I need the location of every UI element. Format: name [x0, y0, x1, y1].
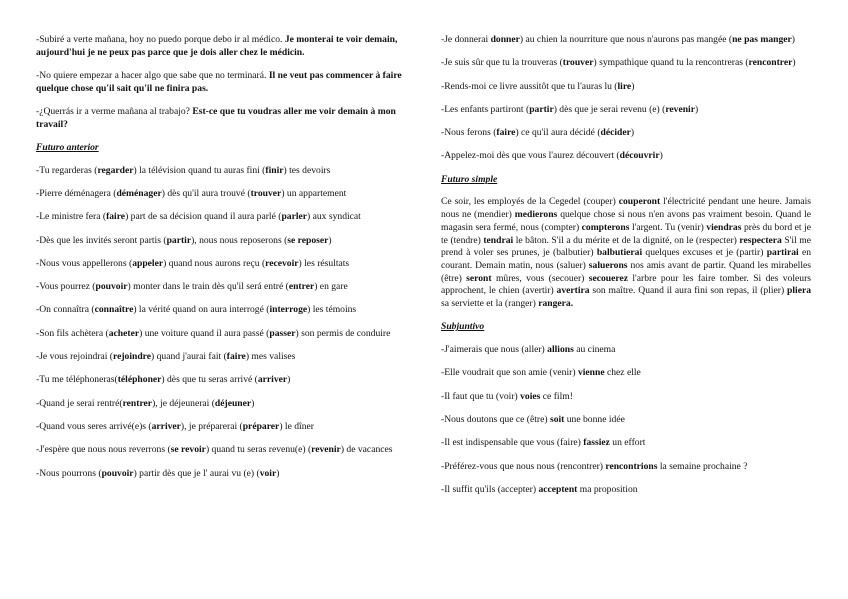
- answer-text: rangera.: [538, 298, 574, 310]
- prompt-text: ) une voiture quand il aura passé (: [139, 327, 270, 339]
- prompt-text: ), je préparerai (: [180, 420, 243, 432]
- exercise-item: [441, 484, 811, 497]
- exercise-item: [36, 304, 408, 317]
- exercise-item: [36, 468, 408, 481]
- answer-text: passer: [269, 327, 296, 339]
- answer-text: acceptent: [538, 483, 578, 495]
- prompt-text: ) quand j'aurai fait (: [151, 351, 227, 363]
- prompt-text: ) au chien la nourriture que nous n'aurons pas mangée (: [519, 34, 733, 45]
- answer-text: parler: [281, 211, 308, 223]
- prompt-text: le bâton. S'il a du mérite et de la dignité, on le (respecter): [513, 234, 740, 246]
- subjuntivo-heading: Subjuntivo: [441, 321, 485, 333]
- prompt-text: mûres, vous (secouer): [491, 272, 589, 284]
- prompt-text: l'argent. Tu (venir): [629, 221, 707, 233]
- prompt-text: -Pierre déménagera (: [36, 188, 117, 199]
- answer-text: préparer: [242, 420, 280, 432]
- prompt-text: -On connaîtra (: [36, 304, 95, 316]
- answer-text: se reposer: [287, 234, 329, 246]
- prompt-text: ) quand nous aurons reçu (: [163, 257, 266, 269]
- answer-text: ne pas manger: [732, 34, 792, 45]
- answer-text: déjeuner: [214, 397, 252, 409]
- exercise-item: [441, 367, 811, 380]
- prompt-text: ) le dîner: [279, 420, 314, 432]
- exercise-item: [36, 211, 408, 224]
- prompt-text: -Les enfants partiront (: [441, 103, 530, 115]
- prompt-text: ), nous nous reposerons (: [191, 234, 288, 246]
- exercise-item: [36, 374, 408, 387]
- answer-text: viendras: [706, 221, 742, 233]
- intro-sentences: [36, 34, 408, 131]
- exercise-item: [441, 414, 811, 427]
- exercise-item: [36, 235, 408, 248]
- prompt-text: ) quand tu seras revenu(e) (: [205, 444, 312, 456]
- prompt-text: S'il me prend à voler ses prunes, je (balbutier): [441, 234, 811, 259]
- prompt-text: ) la télévision quand tu auras fini (: [133, 164, 266, 176]
- answer-text: pliera: [787, 285, 812, 297]
- exercise-item: [36, 398, 408, 411]
- prompt-text: -Subiré a verte mañana, hoy no puedo porque debo ir al médico.: [36, 34, 285, 45]
- answer-text: finir: [265, 164, 284, 176]
- exercise-item: [441, 344, 811, 357]
- answer-text: trouver: [250, 188, 282, 199]
- futuro-simple-heading: Futuro simple: [441, 173, 498, 185]
- answer-text: saluerons: [588, 260, 628, 271]
- prompt-text: -Nous ferons (: [441, 127, 497, 139]
- prompt-text: près du bord et je te (tendre): [441, 221, 811, 246]
- answer-text: partir: [166, 234, 192, 246]
- answer-text: rencontrions: [605, 460, 658, 472]
- prompt-text: ): [694, 103, 699, 115]
- answer-text: arriver: [151, 420, 181, 432]
- prompt-text: quelque chose si nous n'en avons pas vraiment besoin. Quand le magasin sera fermé, nous (compter): [441, 209, 811, 233]
- answer-text: seront: [466, 272, 492, 284]
- answer-text: pouvoir: [95, 281, 128, 293]
- exercise-item: [441, 150, 811, 163]
- prompt-text: quelques excuses et je (partir): [642, 247, 767, 259]
- prompt-text: -Tu regarderas (: [36, 164, 98, 176]
- prompt-text: -Dès que les invités seront partis (: [36, 234, 167, 246]
- intro-item: [36, 34, 408, 59]
- prompt-text: -Il suffit qu'ils (accepter): [441, 483, 539, 495]
- prompt-text: nos amis avant de partir. Quand les mirabelles (être): [441, 260, 811, 284]
- prompt-text: Ce soir, les employés de la Cegedel (couper): [441, 196, 619, 208]
- prompt-text: -Il est indispensable que vous (faire): [441, 437, 584, 449]
- prompt-text: -Je vous rejoindrai (: [36, 351, 113, 363]
- answer-text: lire: [617, 80, 632, 92]
- futuro-anterior-heading: Futuro anterior: [36, 142, 99, 153]
- prompt-text: -J'aimerais que nous (aller): [441, 344, 548, 356]
- prompt-text: -No quiere empezar a hacer algo que sabe que no terminará.: [36, 70, 269, 81]
- exercise-item: [36, 188, 408, 201]
- intro-item: [36, 70, 408, 95]
- subjuntivo-list: [441, 344, 811, 496]
- exercise-item: [36, 258, 408, 271]
- answer-text: soit: [549, 414, 565, 425]
- exercise-item: [441, 127, 811, 140]
- prompt-text: ): [659, 150, 663, 162]
- prompt-text: ) la vérité quand on aura interrogé (: [133, 304, 270, 316]
- intro-item: [36, 106, 408, 131]
- prompt-text: ), je déjeunerai (: [152, 397, 215, 409]
- prompt-text: ) dès que tu seras arrivé (: [161, 374, 258, 386]
- prompt-text: ) sympathique quand tu la rencontreras (: [593, 57, 749, 69]
- prompt-text: ) monter dans le train dès qu'il será entré (: [127, 281, 289, 293]
- answer-text: secouerez: [588, 272, 628, 284]
- prompt-text: ) tes devoirs: [283, 164, 331, 176]
- answer-text: rentrer: [122, 397, 153, 409]
- answer-text: faire: [496, 127, 516, 139]
- prompt-text: ) de vacances: [340, 444, 393, 456]
- prompt-text: -Son fils achètera (: [36, 327, 109, 339]
- prompt-text: au cinema: [573, 344, 616, 356]
- prompt-text: -Le ministre fera (: [36, 211, 107, 223]
- answer-text: medierons: [514, 209, 558, 221]
- prompt-text: ) ce qu'il aura décidé (: [515, 127, 601, 139]
- prompt-text: ): [630, 127, 635, 139]
- prompt-text: ): [328, 234, 332, 246]
- left-column: [36, 34, 408, 491]
- prompt-text: -Appelez-moi dès que vous l'aurez découvert (: [441, 150, 620, 162]
- prompt-text: -Quand vous seres arrivé(e)s (: [36, 420, 152, 432]
- answer-text: fassiez: [583, 437, 610, 449]
- answer-text: interroge: [269, 304, 308, 316]
- answer-text: décider: [600, 127, 631, 139]
- exercise-item: [36, 444, 408, 457]
- answer-text: recevoir: [265, 257, 299, 269]
- answer-text: déménager: [116, 188, 162, 199]
- answer-text: rencontrer: [748, 57, 793, 69]
- prompt-text: ) les résultats: [298, 257, 350, 269]
- prompt-text: ) dès qu'il aura trouvé (: [161, 188, 251, 199]
- answer-text: Il ne veut pas commencer à faire quelque chose qu'il sait qu'il ne finira pas.: [36, 70, 402, 94]
- answer-text: respectera: [739, 234, 782, 246]
- answer-text: revenir: [311, 444, 341, 456]
- prompt-text: ) aux syndicat: [307, 211, 361, 223]
- prompt-text: ) un appartement: [281, 188, 347, 199]
- prompt-text: ): [791, 34, 795, 45]
- prompt-text: ) part de sa décision quand il aura parlé (: [125, 211, 282, 223]
- answer-text: vienne: [577, 367, 605, 379]
- prompt-text: ): [251, 397, 255, 409]
- prompt-text: -Nous doutons que ce (être): [441, 414, 550, 425]
- answer-text: avertira: [556, 285, 590, 297]
- prompt-text: -Il faut que tu (voir): [441, 390, 521, 402]
- prompt-text: -Tu me téléphoneras(: [36, 374, 118, 386]
- prompt-text: -Vous pourrez (: [36, 281, 96, 293]
- exercise-item: [441, 437, 811, 450]
- prompt-text: ) dès que je serai revenu (e) (: [553, 103, 666, 115]
- futuro-anterior-list-continued: [441, 34, 811, 163]
- answer-text: allions: [547, 344, 574, 356]
- prompt-text: -Quand je serai rentré(: [36, 397, 123, 409]
- answer-text: Je monterai te voir demain, aujourd'hui je ne peux pas parce que je dois aller chez le médicin.: [36, 34, 398, 58]
- answer-text: Est-ce que tu voudras aller me voir demain à mon travail?: [36, 106, 396, 130]
- answer-text: balbutierai: [596, 247, 643, 259]
- futuro-simple-paragraph: [441, 196, 811, 310]
- answer-text: voies: [520, 390, 541, 402]
- prompt-text: ) les témoins: [307, 304, 357, 316]
- answer-text: regarder: [97, 164, 134, 176]
- prompt-text: ) partir dès que je l' aurai vu (e) (: [133, 467, 260, 479]
- answer-text: partir: [529, 103, 554, 115]
- prompt-text: l'électricité pendant une heure. Jamais nous ne (mendier): [441, 196, 811, 221]
- prompt-text: ) en gare: [314, 281, 348, 293]
- prompt-text: ) mes valises: [245, 351, 296, 363]
- exercise-item: [36, 421, 408, 434]
- exercise-item: [441, 391, 811, 404]
- prompt-text: -Je donnerai: [441, 34, 491, 45]
- answer-text: appeler: [132, 257, 164, 269]
- prompt-text: son maître. Quand il aura fini son repas, il (plier): [589, 285, 788, 297]
- prompt-text: -Elle voudrait que son amie (venir): [441, 367, 578, 379]
- prompt-text: ): [276, 467, 280, 479]
- exercise-item: [36, 281, 408, 294]
- answer-text: revenir: [665, 103, 695, 115]
- prompt-text: ): [287, 374, 291, 386]
- answer-text: couperont: [618, 196, 661, 208]
- exercise-item: [36, 165, 408, 178]
- answer-text: pouvoir: [101, 467, 134, 479]
- prompt-text: en courant. Demain matin, nous (saluer): [441, 247, 811, 271]
- prompt-text: -Rends-moi ce livre aussitôt que tu l'auras lu (: [441, 80, 618, 92]
- answer-text: tendrai: [483, 234, 514, 246]
- answer-text: arriver: [257, 374, 288, 386]
- answer-text: faire: [226, 351, 246, 363]
- prompt-text: ) son permis de conduire: [295, 327, 391, 339]
- answer-text: donner: [490, 34, 520, 45]
- answer-text: entrer: [288, 281, 315, 293]
- answer-text: se revoir: [170, 444, 206, 456]
- exercise-item: [36, 351, 408, 364]
- exercise-item: [36, 328, 408, 341]
- prompt-text: l'arbre pour les faire tomber. Si des voleurs approchent, le chien (avertir): [441, 272, 811, 297]
- exercise-item: [441, 34, 811, 47]
- answer-text: partirai: [766, 247, 799, 259]
- exercise-item: [441, 461, 811, 474]
- exercise-item: [441, 104, 811, 117]
- exercise-item: [441, 81, 811, 94]
- right-column: [441, 34, 811, 507]
- prompt-text: ): [631, 80, 635, 92]
- answer-text: compterons: [581, 221, 630, 233]
- prompt-text: sa serviette et la (ranger): [441, 298, 539, 310]
- prompt-text: -J'espère que nous nous reverrons (: [36, 444, 171, 456]
- prompt-text: un effort: [609, 437, 646, 449]
- answer-text: rejoindre: [113, 351, 152, 363]
- prompt-text: ce film!: [540, 390, 573, 402]
- prompt-text: -¿Querrás ir a verme mañana al trabajo?: [36, 106, 193, 117]
- answer-text: découvrir: [619, 150, 660, 162]
- prompt-text: -Préférez-vous que nous nous (rencontrer): [441, 460, 606, 472]
- answer-text: faire: [106, 211, 126, 223]
- prompt-text: ): [792, 57, 796, 69]
- prompt-text: une bonne idée: [564, 414, 625, 425]
- answer-text: acheter: [108, 327, 140, 339]
- answer-text: trouver: [562, 57, 594, 69]
- answer-text: voir: [259, 467, 277, 479]
- exercise-item: [441, 57, 811, 70]
- prompt-text: -Je suis sûr que tu la trouveras (: [441, 57, 563, 69]
- answer-text: téléphoner: [117, 374, 162, 386]
- futuro-anterior-list: [36, 165, 408, 481]
- prompt-text: ma proposition: [577, 483, 638, 495]
- prompt-text: chez elle: [604, 367, 641, 379]
- answer-text: connaître: [94, 304, 134, 316]
- prompt-text: -Nous vous appellerons (: [36, 257, 133, 269]
- prompt-text: -Nous pourrons (: [36, 467, 102, 479]
- prompt-text: la semaine prochaine ?: [657, 460, 748, 472]
